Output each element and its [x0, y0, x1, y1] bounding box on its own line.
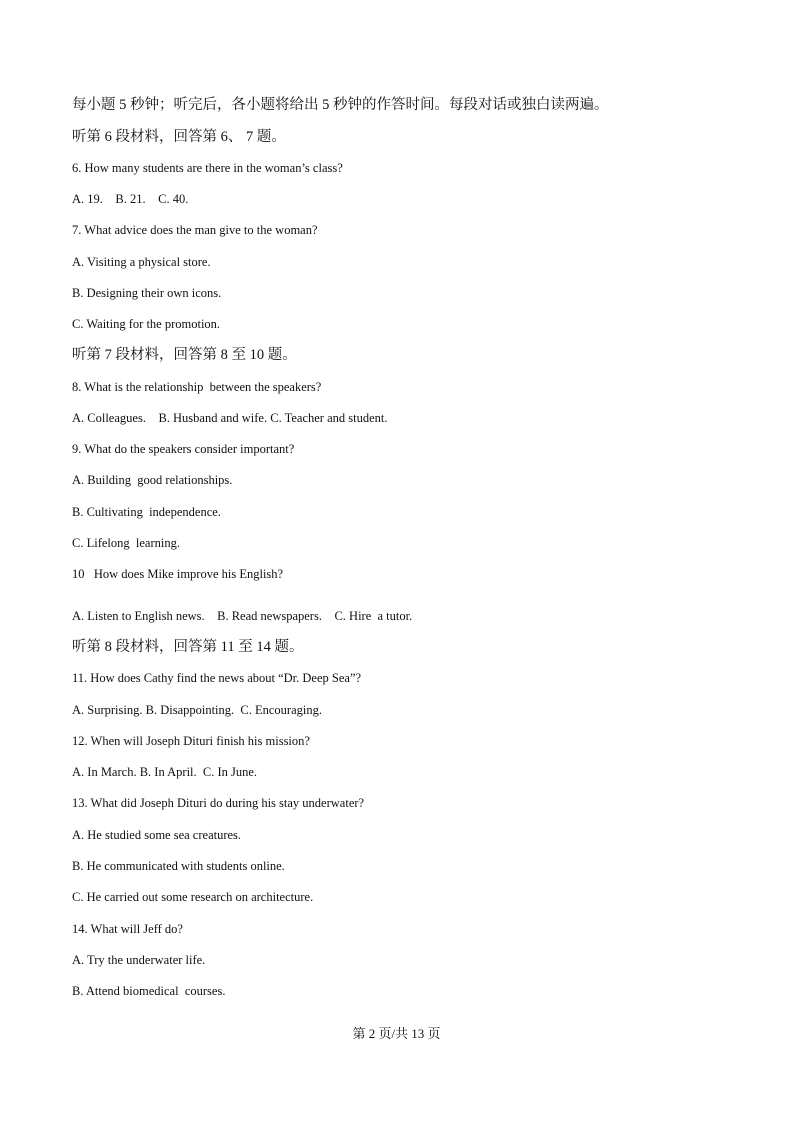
question-text: 6. How many students are there in the woman’s class? — [72, 161, 343, 175]
answer-option: B. Designing their own icons. — [72, 286, 222, 300]
answer-option: C. Waiting for the promotion. — [72, 317, 221, 331]
answer-option: A. Try the underwater life. — [72, 953, 206, 967]
answer-option: A. He studied some sea creatures. — [72, 828, 242, 842]
question-text: 10 How does Mike improve his English? — [72, 567, 284, 581]
answer-options: A. Surprising. B. Disappointing. C. Encouraging. — [72, 703, 322, 717]
question-text: 11. How does Cathy find the news about “Dr. Deep Sea”? — [72, 671, 362, 685]
answer-options: A. Colleagues. B. Husband and wife. C. Teacher and student. — [72, 411, 388, 425]
question-text: 12. When will Joseph Dituri finish his mission? — [72, 734, 310, 748]
answer-options: A. 19. B. 21. C. 40. — [72, 192, 189, 206]
instruction-text: 每小题 5 秒钟；听完后，各小题将给出 5 秒钟的作答时间。每段对话或独白读两遍。 — [72, 97, 609, 113]
question-text: 7. What advice does the man give to the woman? — [72, 223, 318, 237]
answer-option: B. He communicated with students online. — [72, 859, 285, 873]
section-header: 听第 8 段材料，回答第 11 至 14 题。 — [72, 639, 304, 655]
answer-option: B. Cultivating independence. — [72, 505, 221, 519]
answer-options: A. In March. B. In April. C. In June. — [72, 765, 258, 779]
question-text: 9. What do the speakers consider important? — [72, 442, 295, 456]
question-text: 8. What is the relationship between the speakers? — [72, 380, 322, 394]
page-number: 第 2 页/共 13 页 — [352, 1026, 441, 1041]
answer-option: B. Attend biomedical courses. — [72, 984, 226, 998]
section-header: 听第 6 段材料，回答第 6、 7 题。 — [72, 129, 286, 145]
answer-option: A. Building good relationships. — [72, 473, 233, 487]
section-header: 听第 7 段材料，回答第 8 至 10 题。 — [72, 347, 297, 363]
question-text: 13. What did Joseph Dituri do during his stay underwater? — [72, 796, 365, 810]
answer-option: A. Visiting a physical store. — [72, 255, 211, 269]
answer-option: C. He carried out some research on architecture. — [72, 890, 314, 904]
question-text: 14. What will Jeff do? — [72, 922, 183, 936]
answer-option: C. Lifelong learning. — [72, 536, 180, 550]
answer-options: A. Listen to English news. B. Read newspapers. C. Hire a tutor. — [72, 609, 413, 623]
